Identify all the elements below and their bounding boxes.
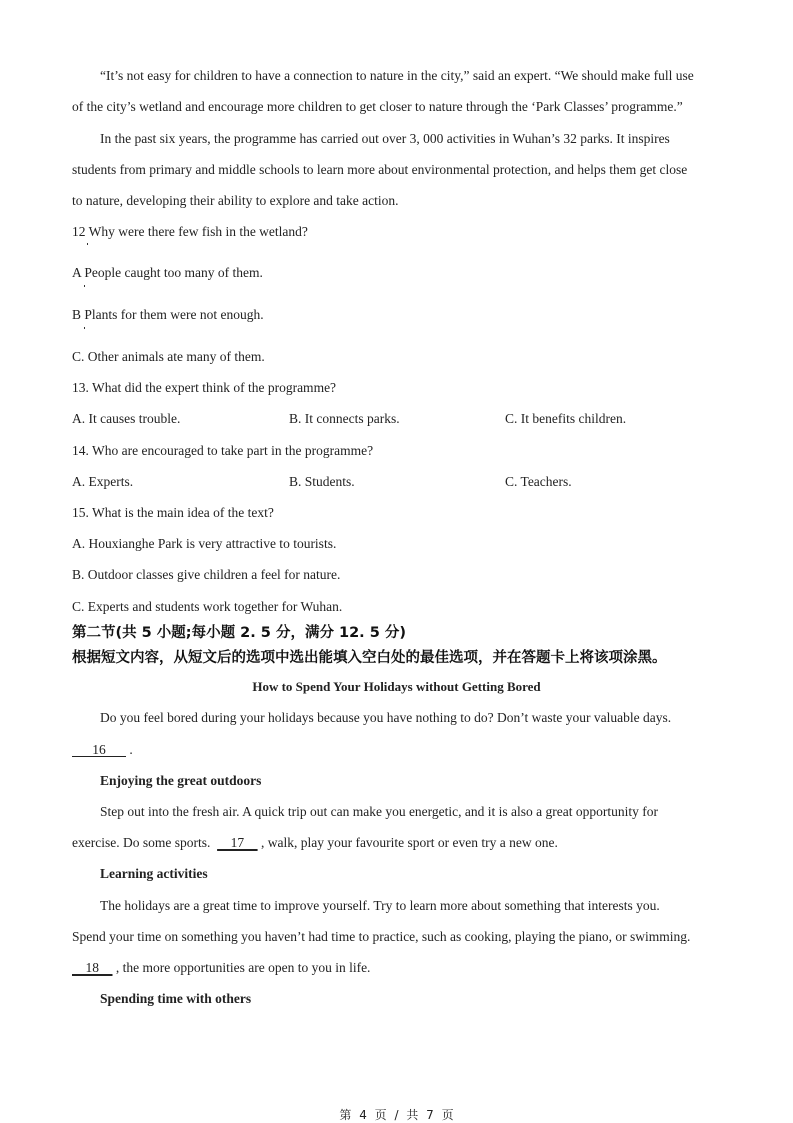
section-heading: 第二节(共 5 小题;每小题 2. 5 分，满分 12. 5 分) xyxy=(72,625,406,641)
blank-17[interactable]: 17 xyxy=(217,835,258,850)
option-14-b: B. Students. xyxy=(289,474,355,489)
passage-line: In the past six years, the programme has carried out over 3, 000 activities in Wuhan’s 32 parks. It inspires xyxy=(100,131,670,146)
blank-16-punct: . xyxy=(126,742,133,757)
option-12-c: C. Other animals ate many of them. xyxy=(72,349,265,364)
blank-16[interactable]: 16 xyxy=(72,742,126,757)
option-12-b: B Plants for them were not enough. xyxy=(72,307,264,322)
option-15-c: C. Experts and students work together for Wuhan. xyxy=(72,599,343,614)
question-14: 14. Who are encouraged to take part in the programme? xyxy=(72,443,374,458)
article-line: Spend your time on something you haven’t had time to practice, such as cooking, playing the piano, or swimming. xyxy=(72,929,691,944)
subheading-outdoors: Enjoying the great outdoors xyxy=(100,773,262,788)
stray-dot-mark xyxy=(84,285,85,287)
question-12: 12 Why were there few fish in the wetland? xyxy=(72,224,308,239)
question-15: 15. What is the main idea of the text? xyxy=(72,505,274,520)
article-text: , the more opportunities are open to you in life. xyxy=(112,960,371,975)
option-12-a: A People caught too many of them. xyxy=(72,265,263,280)
article-intro: Do you feel bored during your holidays because you have nothing to do? Don’t waste your valuable days. xyxy=(100,710,672,725)
option-15-a: A. Houxianghe Park is very attractive to tourists. xyxy=(72,536,337,551)
blank-line-18 xyxy=(72,960,370,976)
passage-line: “It’s not easy for children to have a connection to nature in the city,” said an expert. “We should make full use xyxy=(100,68,694,83)
passage-line: students from primary and middle schools to learn more about environmental protection, and helps them get close xyxy=(72,162,688,177)
options-row-14 xyxy=(72,474,732,490)
section-instruction: 根据短文内容，从短文后的选项中选出能填入空白处的最佳选项，并在答题卡上将该项涂黑。 xyxy=(72,650,667,666)
article-text: exercise. Do some sports. xyxy=(72,835,218,850)
option-14-c: C. Teachers. xyxy=(505,474,572,489)
stray-dot-mark xyxy=(84,327,85,329)
option-13-b: B. It connects parks. xyxy=(289,411,400,426)
article-line: The holidays are a great time to improve yourself. Try to learn more about something that interests you. xyxy=(100,898,660,913)
option-14-a: A. Experts. xyxy=(72,474,134,489)
subheading-others: Spending time with others xyxy=(100,991,252,1006)
option-15-b: B. Outdoor classes give children a feel for nature. xyxy=(72,567,341,582)
blank-line-17 xyxy=(72,835,558,851)
blank-line-16 xyxy=(72,742,133,758)
question-13: 13. What did the expert think of the programme? xyxy=(72,380,337,395)
subheading-learning: Learning activities xyxy=(100,866,208,881)
option-13-c: C. It benefits children. xyxy=(505,411,627,426)
blank-18[interactable]: 18 xyxy=(72,960,113,975)
article-text: , walk, play your favourite sport or even try a new one. xyxy=(257,835,558,850)
passage-line: to nature, developing their ability to explore and take action. xyxy=(72,193,399,208)
page-footer: 第 4 页 / 共 7 页 xyxy=(339,1108,454,1122)
article-line: Step out into the fresh air. A quick trip out can make you energetic, and it is also a great opportunity for xyxy=(100,804,658,819)
passage-line: of the city’s wetland and encourage more children to get closer to nature through the ‘Park Classes’ programme.” xyxy=(72,99,683,114)
stray-dot-mark xyxy=(87,243,88,245)
option-13-a: A. It causes trouble. xyxy=(72,411,181,426)
article-title: How to Spend Your Holidays without Getting Bored xyxy=(252,679,541,694)
options-row-13 xyxy=(72,411,732,427)
